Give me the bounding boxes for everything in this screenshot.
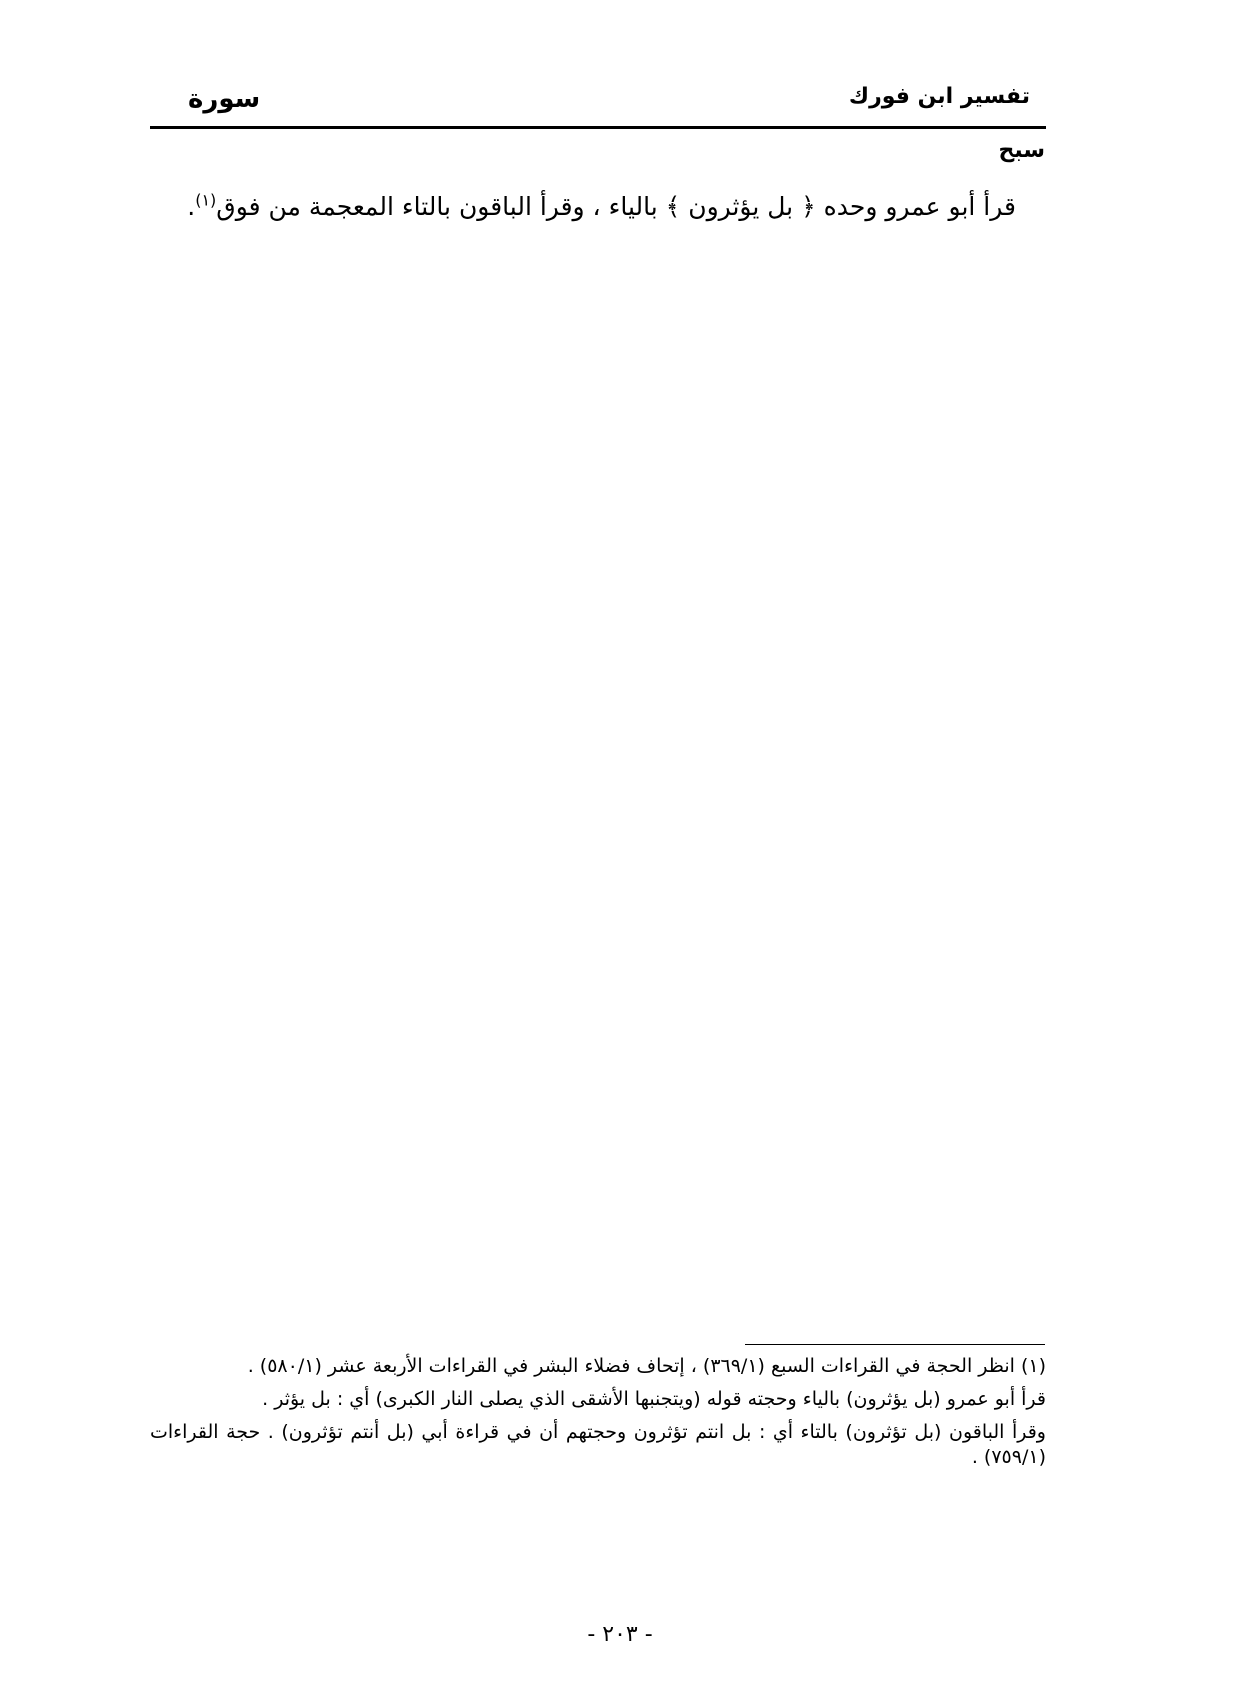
footnote-reference[interactable]: (١) <box>195 190 217 210</box>
footnotes-section <box>150 1354 1046 1478</box>
footnote-divider <box>745 1344 1045 1345</box>
main-paragraph <box>150 182 1046 232</box>
main-paragraph-end: . <box>187 192 196 221</box>
main-paragraph-text: قرأ أبو عمرو وحده ﴿ بل يؤثرون ﴾ بالياء ، وقرأ الباقون بالتاء المعجمة من فوق <box>216 192 1016 221</box>
running-header-surah-name: سبح <box>998 138 1045 163</box>
footnote-item: (١) انظر الحجة في القراءات السبع (٣٦٩/١) ، إتحاف فضلاء البشر في القراءات الأربعة عشر (٥٨٠/١) . <box>247 1355 1046 1377</box>
running-header-surah-label: سورة <box>188 84 261 114</box>
footnote-item: قرأ أبو عمرو (بل يؤثرون) بالياء وحجته قوله (ويتجنبها الأشقى الذي يصلى النار الكبرى) أي : بل يؤثر . <box>262 1388 1046 1410</box>
page-number: - ٢٠٣ - <box>587 1622 653 1647</box>
footnote-item: وقرأ الباقون (بل تؤثرون) بالتاء أي : بل انتم تؤثرون وحجتهم أن في قراءة أبي (بل أنتم تؤثرون) . حجة القراءات (٧٥٩/١) . <box>150 1421 1046 1468</box>
header-divider <box>150 126 1046 129</box>
running-header-book-title: تفسير ابن فورك <box>848 84 1030 109</box>
